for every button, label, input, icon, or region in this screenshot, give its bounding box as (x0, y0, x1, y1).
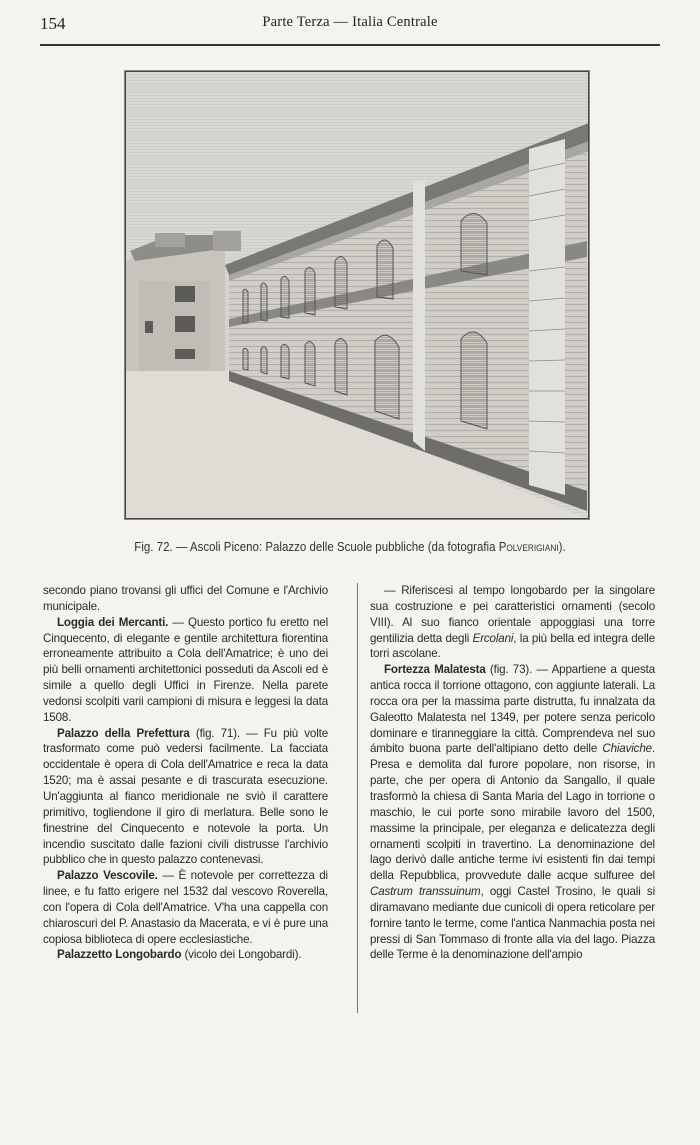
italic-castrum: Castrum transsuinum (370, 885, 481, 899)
paragraph-malatesta (370, 662, 655, 963)
right-column (370, 583, 655, 963)
text-vescovile: — È notevole per correttezza di linee, e fu fatto erigere nel 1532 dal vescovo Roverella, con l'opera di Cola dell'Amatrice. V'ha una cappella con chiaroscuri del P. Anastasio da Macerata, e vi è pure una copiosa biblioteca di opere ecclesiastiche. (43, 869, 328, 946)
text-prefettura: (fig. 71). — Fu più volte trasformato come può vedersi facilmente. La facciata occidentale è opera di Cola dell'Amatrice e reca la data 1520; ma è assai pesante e di trascurata esecuzione. Un'aggiunta al fianco meridionale ne sviò il carattere primitivo, togliendone il giro di merlatura. Belle sono le finestrine del Cinquecento e notevole la porta. Un incendio suscitato dalle fazioni civili distrusse l'archivio pubblico che in questo palazzo contenevasi. (43, 726, 328, 867)
paragraph-vescovile (43, 868, 328, 947)
italic-ercolani: Ercolani (472, 631, 514, 645)
text-malatesta-b: . Presa e demolita dal furore popolare, non risorse, in parte, che per opera di Antonio da Sangallo, il quale trasformò la chiesa di Santa Maria del Lago in torrione o maschio, le cui porte sono mirabile lavoro del 1500, massime la principale, per eleganza e delicatezza degli ornamenti scolpiti in travertino. La denominazione del lago derivò dalle antiche terme ivi esistenti fin dai tempi della Repubblica, provvedute dalle acque sulfuree del (370, 742, 655, 883)
page-number: 154 (40, 14, 66, 33)
page-header (40, 14, 660, 40)
header-rule (40, 44, 660, 46)
heading-malatesta: Fortezza Malatesta (384, 663, 486, 677)
text-longobardo-end: , la più bella ed integra delle torri ascolane. (370, 631, 656, 661)
engraving-figure (124, 70, 590, 520)
paragraph-prefettura (43, 726, 328, 869)
text-longobardo: (vicolo dei Longobardi). (181, 948, 302, 962)
figure-caption (65, 540, 635, 554)
paragraph-longobardo (43, 947, 328, 963)
paragraph-loggia (43, 615, 328, 726)
paragraph-continuation: secondo piano trovansi gli uffici del Comune e l'Archivio municipale. (43, 584, 328, 613)
text-malatesta-a: (fig. 73). — Appartiene a questa antica rocca il torrione ottagono, con aggiunte laterali. La rocca ora per la massima parte distrutta, fu innalzata da Galeotto Malatesta nel 1349, per potere senza pericolo dominare e tiranneggiare la città. Comprendeva nel suo ámbito buona parte dell'altipiano detto delle (370, 663, 655, 756)
paragraph-longobardo-cont (370, 583, 655, 662)
caption-credit: Polverigiani (498, 540, 559, 554)
heading-vescovile: Palazzo Vescovile. (57, 869, 158, 883)
heading-prefettura: Palazzo della Prefettura (57, 726, 190, 740)
italic-chiaviche: Chiaviche (602, 742, 652, 756)
text-malatesta-c: , oggi Castel Trosino, le quali si diramavano mediante due cunicoli di opera reticolare per fornire tanto le terme, come l'antica Nanmachia posta nei pressi di San Tommaso di fronte alla via del lago. Piazza delle Terme è la denominazione dell'ampio (370, 885, 655, 962)
palazzo-scuole-engraving (125, 71, 589, 519)
text-loggia: — Questo portico fu eretto nel Cinquecento, di elegante e gentile architettura fiorentina erroneamente attribuito a Cola dell'Amatrice; è uno dei più belli ornamenti architettonici posseduti da Ascoli ed è simile a quello degli Uffici in Firenze. Nella parete vedonsi scolpiti varii campioni di misura e leggesi la data 1508. (43, 615, 328, 724)
text-longobardo-cont: — Riferiscesi al tempo longobardo per la singolare sua costruzione e pei caratteristici ornamenti (secolo VIII). Al suo fianco orientale appoggiasi una torre gentilizia detta degli (370, 584, 655, 645)
left-column (43, 583, 328, 963)
caption-end: ). (558, 540, 566, 554)
caption-text: Fig. 72. — Ascoli Piceno: Palazzo delle Scuole pubbliche (da fotografia (134, 540, 499, 554)
column-divider (357, 583, 358, 1013)
running-title: Parte Terza — Italia Centrale (262, 14, 438, 30)
heading-loggia: Loggia dei Mercanti. (57, 615, 169, 629)
heading-longobardo: Palazzetto Longobardo (57, 948, 182, 962)
